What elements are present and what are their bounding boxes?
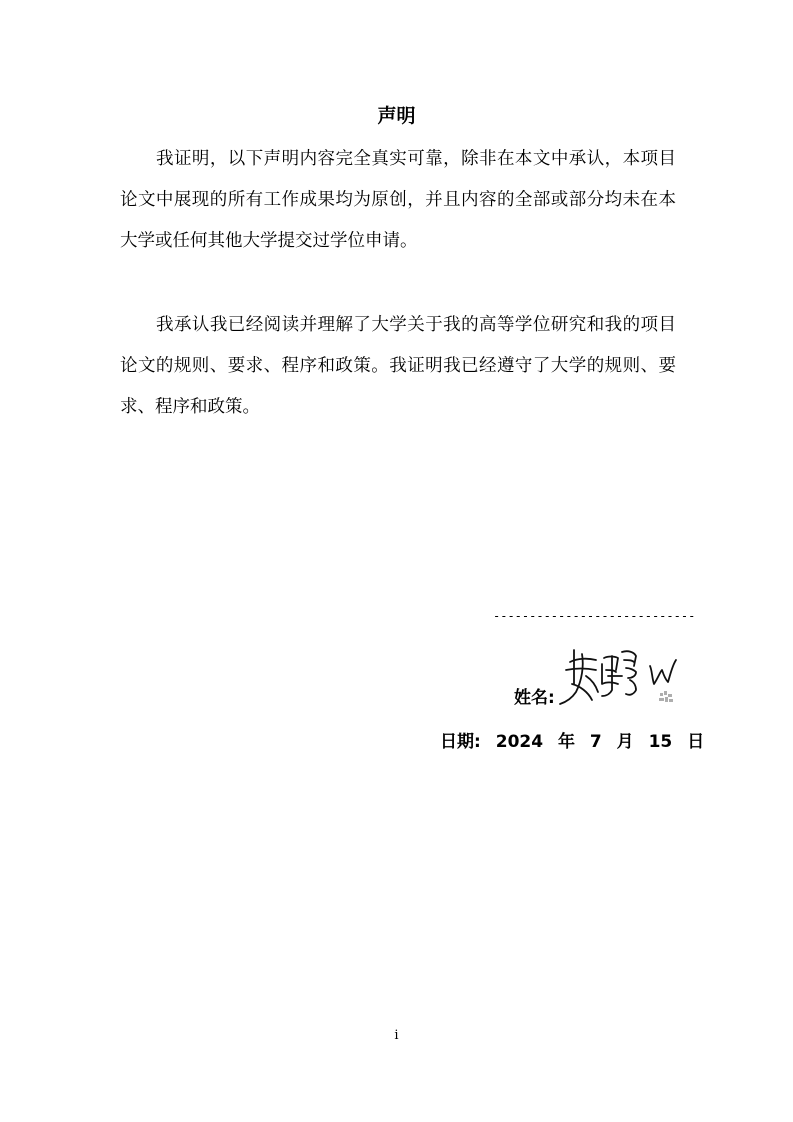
date-day: 15 — [648, 732, 673, 752]
declaration-paragraph-1: 我证明，以下声明内容完全真实可靠，除非在本文中承认，本项目论文中展现的所有工作成果均为原创，并且内容的全部或部分均未在本大学或任何其他大学提交过学位申请。 — [120, 149, 676, 251]
date-month-unit: 月 — [616, 732, 634, 752]
date-label: 日期: — [440, 732, 481, 752]
redaction-smudge — [658, 690, 674, 704]
date-day-unit: 日 — [687, 732, 705, 752]
date-year-unit: 年 — [557, 732, 575, 752]
page-number: i — [394, 1028, 399, 1043]
name-label: 姓名: — [514, 688, 555, 708]
date-month: 7 — [589, 732, 602, 752]
page-title: 声明 — [377, 105, 416, 127]
declaration-paragraph-2: 我承认我已经阅读并理解了大学关于我的高等学位研究和我的项目论文的规则、要求、程序和政策。我证明我已经遵守了大学的规则、要求、程序和政策。 — [120, 315, 676, 417]
signature-line: ---------------------------- — [493, 609, 696, 623]
date-year: 2024 — [495, 732, 544, 752]
date-row — [440, 728, 705, 756]
